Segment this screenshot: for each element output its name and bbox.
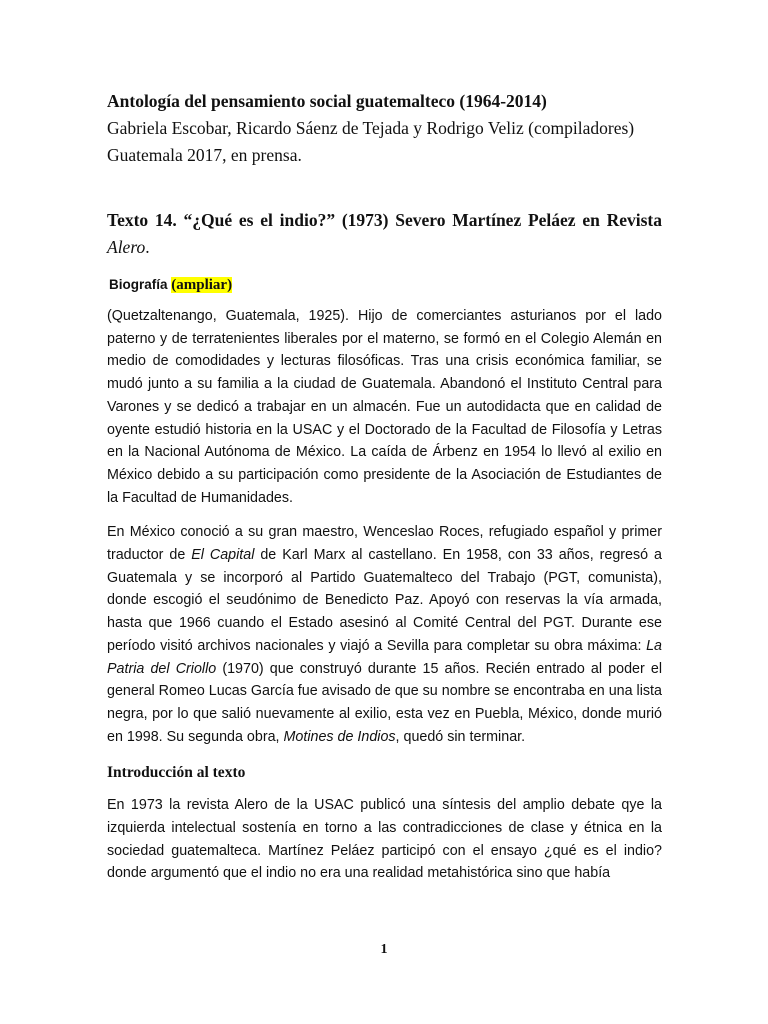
biography-paragraph-1: (Quetzaltenango, Guatemala, 1925). Hijo de comerciantes asturianos por el lado paterno y de terratenientes liberales por el materno, se formó en el Colegio Alemán en medio de comodidades y lecturas filosóficas. Tras una crisis económica familiar, se mudó junto a su familia a la ciudad de Guatemala. Abandonó el Instituto Central para Varones y se dedicó a trabajar en un almacén. Fue un autodidacta que en calidad de oyente estudió historia en la USAC y el Doctorado de la Facultad de Filosofía y Letras en la Nacional Autónoma de México. La caída de Árbenz en 1954 lo llevó al exilio en México debido a su participación como presidente de la Asociación de Estudiantes de la Facultad de Humanidades. — [107, 308, 662, 506]
bio-p2-text-d: , quedó sin terminar. — [395, 728, 526, 745]
publication-place-year: Guatemala 2017, en prensa — [107, 145, 298, 165]
section-heading-journal: Alero — [107, 237, 146, 257]
biography-heading — [109, 275, 662, 295]
introduction-paragraph: En 1973 la revista Alero de la USAC publicó una síntesis del amplio debate qye la izquierda intelectual sostenía en torno a las contradicciones de clase y étnica en la sociedad guatemalteca. Martínez Peláez participó con el ensayo ¿qué es el indio? donde argumentó que el indio no era una realidad metahistórica sino que había — [107, 797, 662, 882]
book-title-patria-del-criollo: La Patria del Criollo — [107, 637, 662, 677]
section-heading: Texto 14. “¿Qué es el indio?” (1973) Severo Martínez Peláez en Revista Alero. — [107, 210, 662, 257]
introduction-heading: Introducción al texto — [107, 764, 246, 782]
book-title-el-capital: El Capital — [191, 547, 255, 564]
bio-p2-text-b: de Karl Marx al castellano. En 1958, con 33 años, regresó a Guatemala y se incorporó al Partido Guatemalteco del Trabajo (PGT, comunista), donde escogió el seudónimo de Benedicto Paz. Apoyó con reservas la vía armada, hasta que 1966 cuando el Estado asesinó al Comité Central del PGT. Durante ese período visitó archivos nacionales y viajó a Sevilla para completar su obra máxima: — [107, 547, 662, 654]
compilers-line: Gabriela Escobar, Ricardo Sáenz de Tejada y Rodrigo Veliz (compiladores) — [107, 118, 635, 138]
page-number: 1 — [380, 942, 388, 957]
document-header — [107, 88, 662, 169]
biography-paragraph-2 — [107, 521, 662, 748]
bio-p2-text-a: En México conoció a su gran maestro, Wenceslao Roces, refugiado español y primer traductor de — [107, 524, 662, 564]
bio-p2-text-c: (1970) que construyó durante 15 años. Recién entrado al poder el general Romeo Lucas García fue avisado de que su nombre se encontraba en una lista negra, por lo que salió nuevamente al exilio, esta vez en Puebla, México, donde murió en 1998. Su segunda obra, — [107, 660, 663, 745]
expand-link[interactable]: (ampliar) — [171, 277, 233, 293]
biography-label: Biografía — [109, 277, 172, 292]
book-title-motines-de-indios: Motines de Indios — [283, 728, 396, 745]
anthology-title: Antología del pensamiento social guatemalteco (1964-2014) — [107, 91, 547, 111]
document-page — [107, 88, 662, 885]
publication-line: Guatemala 2017, en prensa. — [107, 145, 302, 165]
section-heading-main: Texto 14. “¿Qué es el indio?” (1973) Severo Martínez Peláez en Revista — [107, 210, 662, 230]
